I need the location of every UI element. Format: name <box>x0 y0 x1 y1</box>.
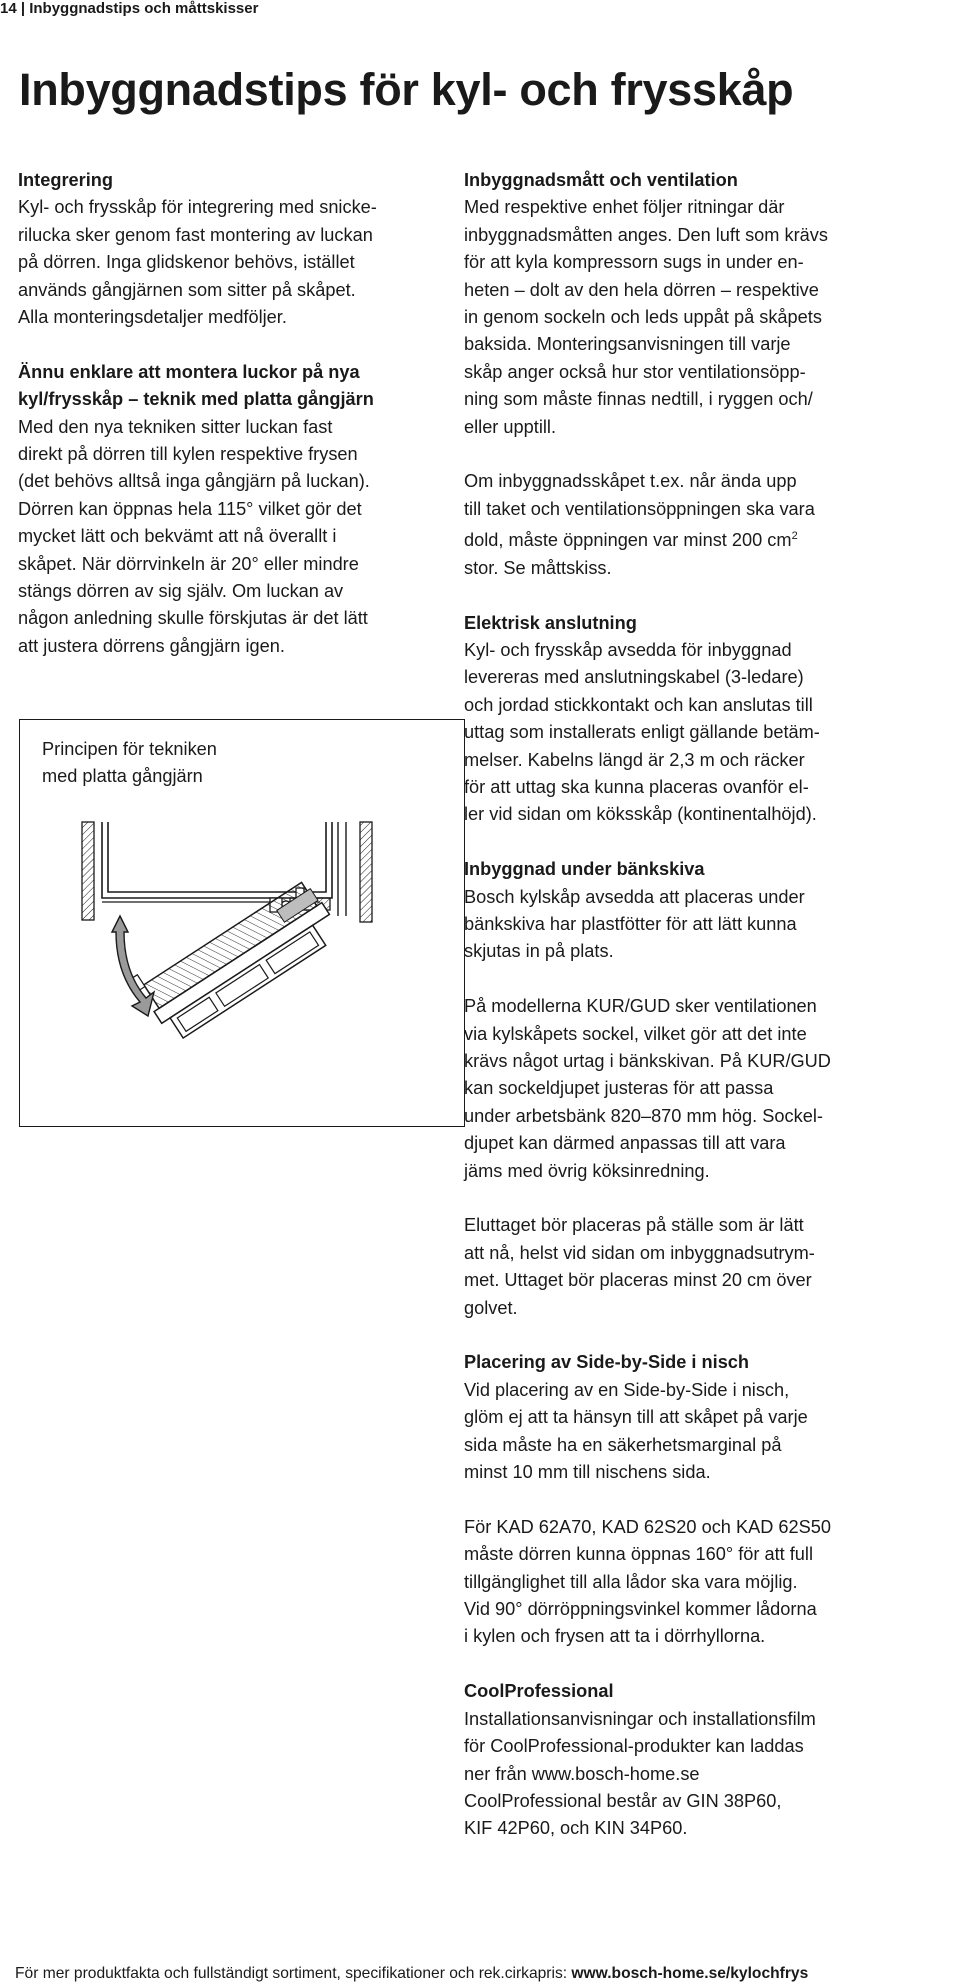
section-body: Kyl- och frysskåp avsedda för inbyggnad levereras med anslutningskabel (3-ledare) och jordad stickkontakt och kan anslutas till uttag som installerats enligt gällande betäm- melser. Kabelns längd är 2,3 m och räcker för att uttag ska kunna placeras ovanför el- ler vid sidan om köksskåp (kontinentalhöjd). <box>464 639 820 825</box>
section-body: På modellerna KUR/GUD sker ventilationen via kylskåpets sockel, vilket gör att det inte krävs något urtag i bänkskivan. På KUR/GUD kan sockeldjupet justeras för att passa under arbetsbänk 820–870 mm hög. Sockel- djupet kan därmed anpassas till att vara jäms med övrig köksinredning. <box>464 996 831 1181</box>
section-body: Kyl- och frysskåp för integrering med snicke- rilucka sker genom fast montering av luckan på dörren. Inga glidskenor behövs, istället används gångjärnen som sitter på skåpet. Alla monteringsdetaljer medföljer. <box>18 197 377 328</box>
diagram-caption: Principen för tekniken med platta gångjärn <box>42 739 217 787</box>
section-heading: CoolProfessional <box>464 1681 614 1702</box>
superscript: 2 <box>791 530 798 543</box>
page-header: 14 | Inbyggnadstips och måttskisser <box>0 0 259 17</box>
section-integrering <box>18 167 438 331</box>
right-column <box>464 167 934 1870</box>
section-inbyggnadsmatt <box>464 167 934 582</box>
cabinet-side-left <box>82 822 94 920</box>
opened-door <box>129 869 343 1046</box>
section-heading: Inbyggnadsmått och ventilation <box>464 170 738 190</box>
section-side-by-side <box>464 1349 934 1650</box>
text: Om inbyggnadsskåpet t.ex. når ända upp till taket och ventilationsöppningen ska vara dold, måste öppningen var minst 200 cm <box>464 471 815 551</box>
section-platta-gangjarn <box>18 359 438 660</box>
section-heading: Placering av Side-by-Side i nisch <box>464 1352 750 1373</box>
page-footer <box>15 1964 808 1984</box>
footer-link[interactable]: www.bosch-home.se/kylochfrys <box>571 1965 809 1982</box>
section-body <box>464 468 934 582</box>
section-elektrisk <box>464 610 934 829</box>
left-column <box>18 167 438 688</box>
hinge-diagram-box <box>19 719 465 1127</box>
section-coolprofessional <box>464 1678 934 1842</box>
flat-hinge-diagram <box>20 720 463 1125</box>
section-heading: Integrering <box>18 170 113 190</box>
section-body: Med respektive enhet följer ritningar där inbyggnadsmåtten anges. Den luft som krävs för att kyla kompressorn sugs in under en- heten – dolt av den hela dörren – respektive in genom sockeln och leds uppåt på skåpets baksida. Monteringsanvisningen till varje skåp anger också hur stor ventilationsöpp- ning som måste finnas nedtill, i ryggen och/ eller upptill. <box>464 197 828 437</box>
footer-text: För mer produktfakta och fullständigt sortiment, specifikationer och rek.cirkapris: <box>15 1965 572 1982</box>
section-body: För KAD 62A70, KAD 62S20 och KAD 62S50 måste dörren kunna öppnas 160° för att full tillgänglighet till alla lådor ska vara möjlig. Vid 90° dörröppningsvinkel kommer lådorna i kylen och frysen att ta i dörrhyllorna. <box>464 1516 831 1647</box>
section-heading: Ännu enklare att montera luckor på nya kyl/frysskåp – teknik med platta gångjärn <box>18 361 374 410</box>
section-body: Installationsanvisningar och installationsfilm för CoolProfessional-produkter kan laddas ner från www.bosch-home.se CoolProfessional består av GIN 38P60, KIF 42P60, och KIN 34P60. <box>464 1708 816 1839</box>
opening-arrow <box>112 916 154 1016</box>
section-body: Vid placering av en Side-by-Side i nisch, glöm ej att ta hänsyn till att skåpet på varje sida måste ha en säkerhetsmarginal på minst 10 mm till nischens sida. <box>464 1379 808 1483</box>
section-bankskiva <box>464 856 934 1322</box>
section-heading: Inbyggnad under bänkskiva <box>464 859 705 880</box>
section-body: Bosch kylskåp avsedda att placeras under bänkskiva har plastfötter för att lätt kunna skjutas in på plats. <box>464 886 805 962</box>
section-body: Med den nya tekniken sitter luckan fast direkt på dörren till kylen respektive frysen (det behövs alltså inga gångjärn på luckan). Dörren kan öppnas hela 115° vilket gör det mycket lätt och bekvämt att nå överallt i skåpet. När dörrvinkeln är 20° eller mindre stängs dörren av sig själv. Om luckan av någon anledning skulle förskjutas är det lätt att justera dörrens gångjärn igen. <box>18 416 370 656</box>
cabinet-side-right <box>360 822 372 922</box>
page-title: Inbyggnadstips för kyl- och frysskåp <box>19 64 794 115</box>
section-body: Eluttaget bör placeras på ställe som är lätt att nå, helst vid sidan om inbyggnadsutrym- met. Uttaget bör placeras minst 20 cm över golvet. <box>464 1215 815 1318</box>
text: stor. Se måttskiss. <box>464 557 612 578</box>
section-heading: Elektrisk anslutning <box>464 612 637 633</box>
